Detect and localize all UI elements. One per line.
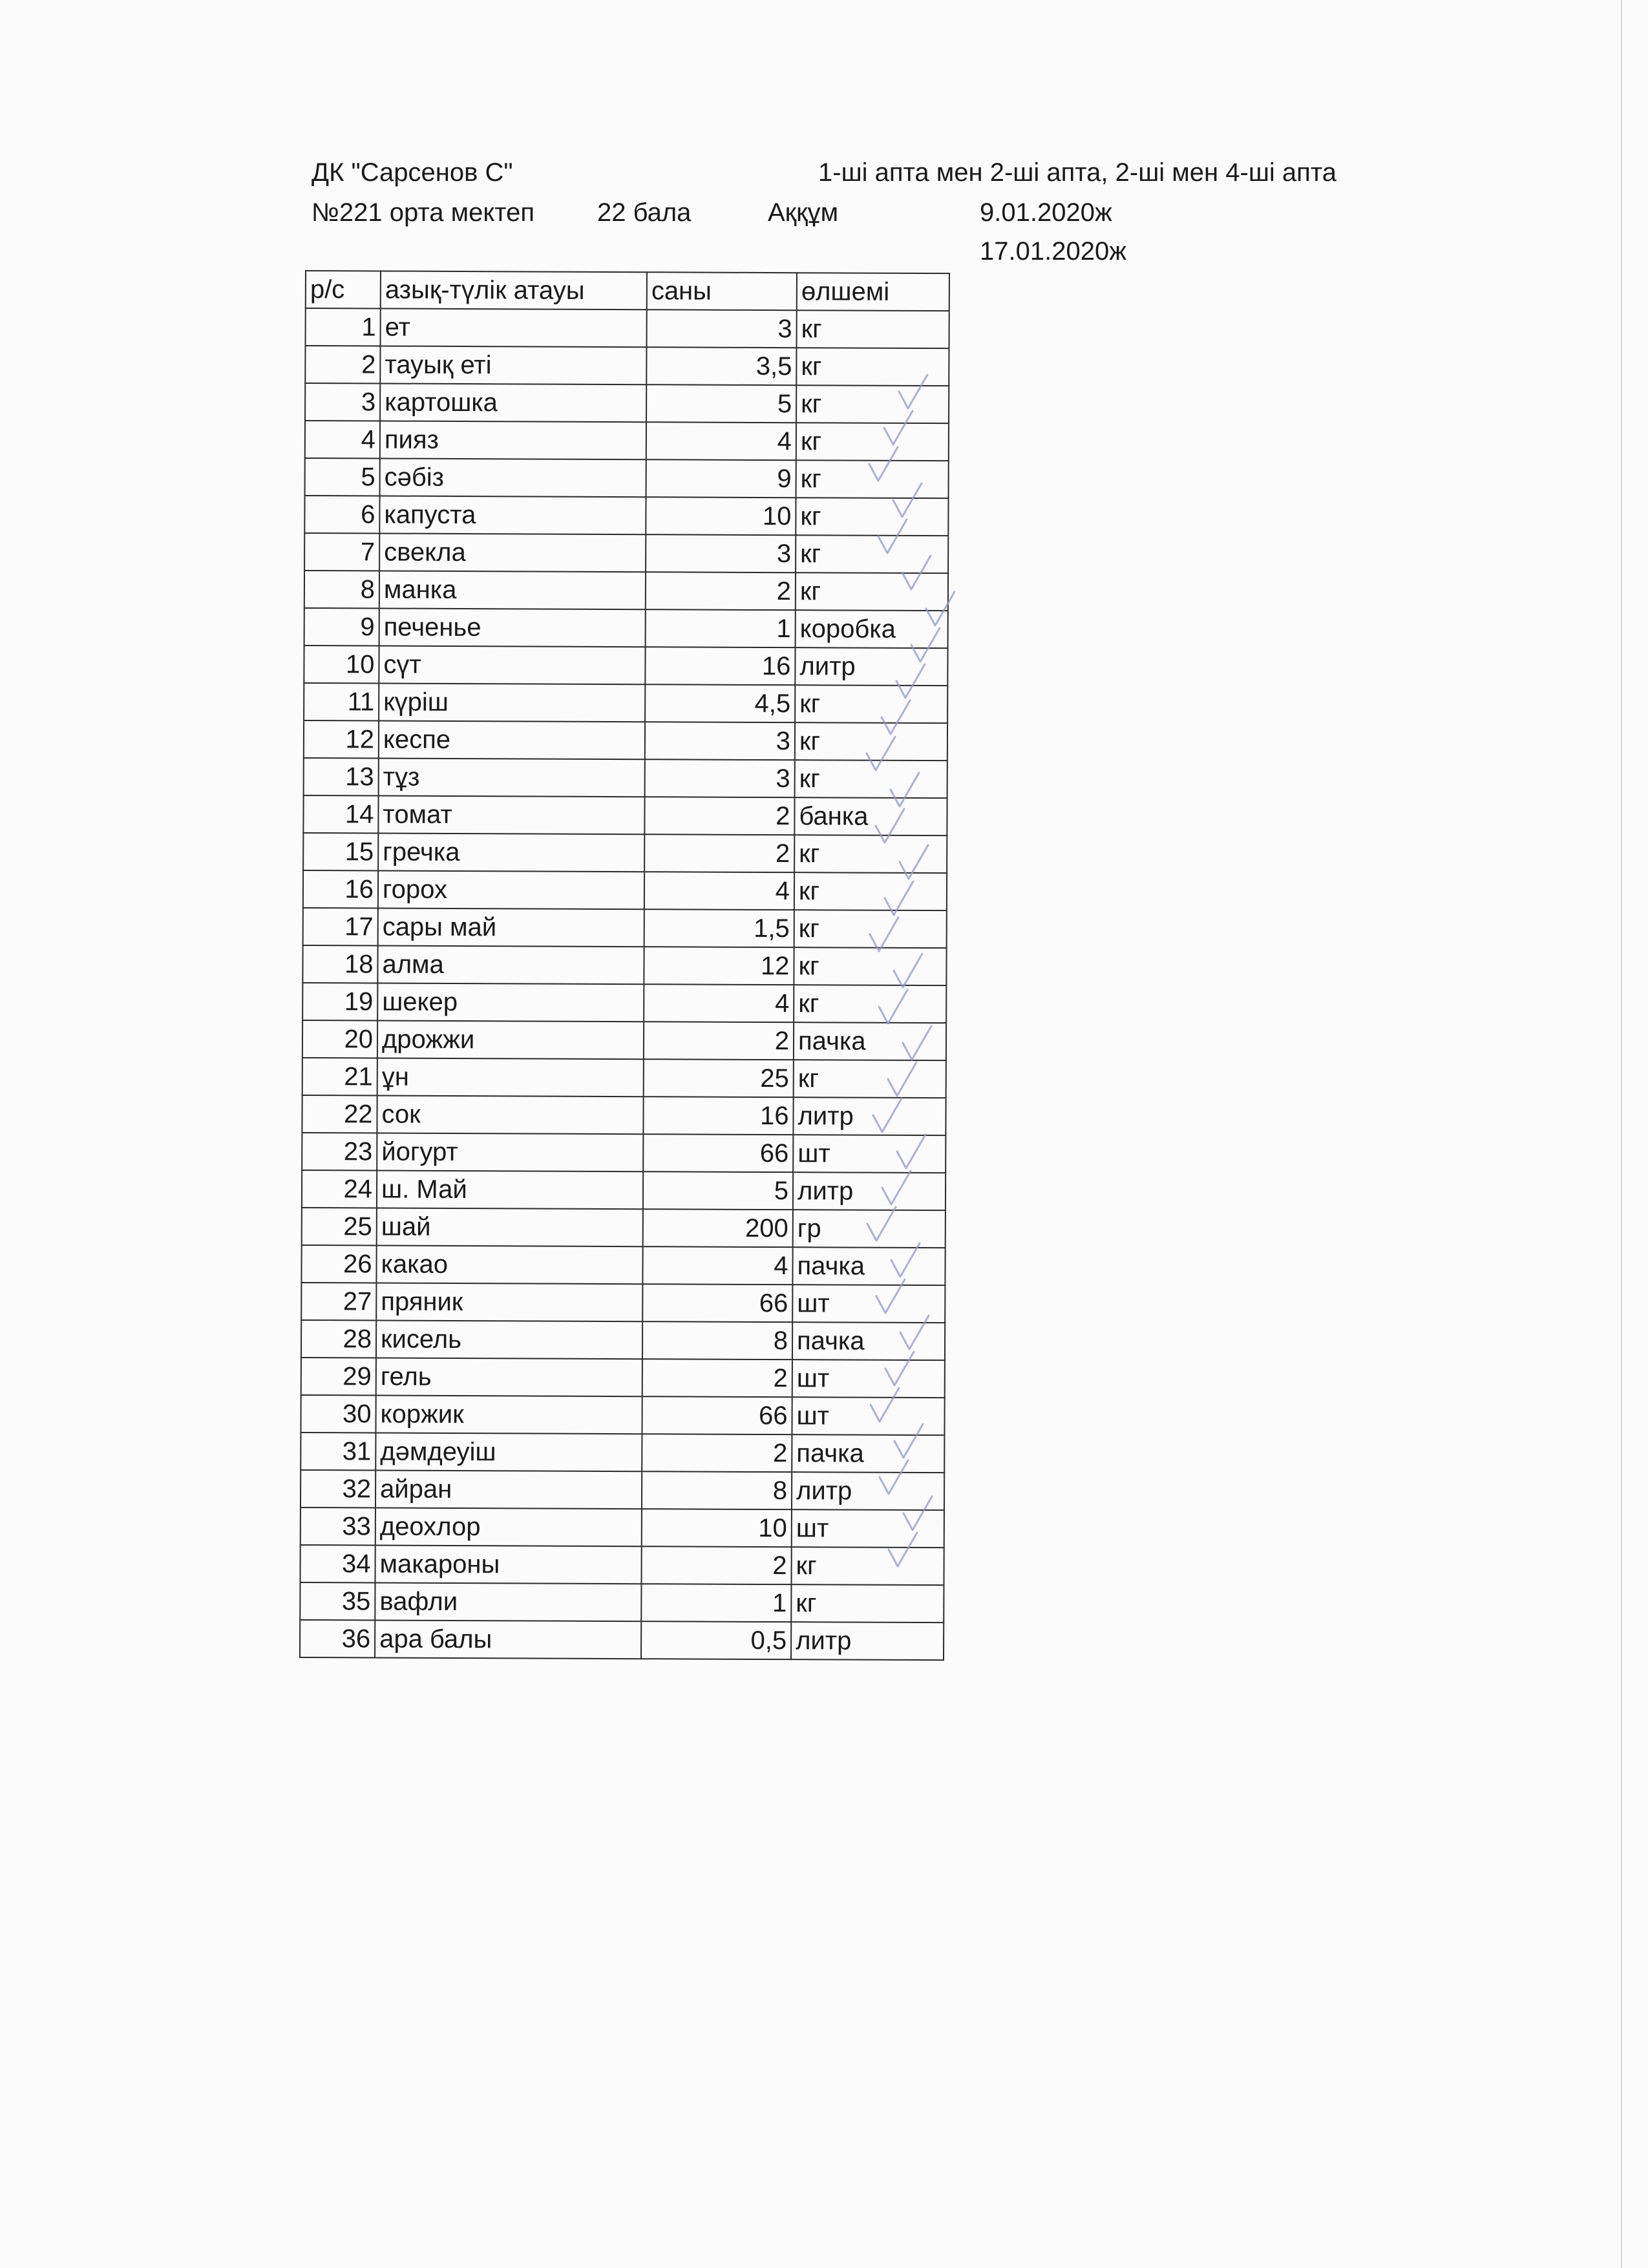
product-unit: кг [797, 310, 949, 348]
product-unit: шт [792, 1360, 945, 1398]
product-unit: кг [791, 1547, 944, 1585]
product-quantity: 2 [641, 1546, 791, 1584]
table-row [303, 870, 947, 910]
row-number: 14 [303, 795, 378, 833]
product-name: пряник [376, 1283, 642, 1321]
table-row [304, 720, 947, 761]
product-quantity: 2 [646, 572, 796, 610]
product-unit: шт [792, 1509, 944, 1548]
product-unit: литр [791, 1622, 944, 1660]
product-quantity: 2 [642, 1359, 792, 1397]
product-unit: пачка [792, 1322, 945, 1360]
row-number: 29 [301, 1358, 376, 1395]
product-name: капуста [379, 496, 646, 534]
row-number: 33 [301, 1507, 375, 1545]
product-unit: литр [793, 1172, 945, 1210]
table-row [304, 496, 948, 536]
product-name: ет [381, 308, 647, 347]
table-row [302, 983, 946, 1023]
table-row [302, 1020, 946, 1060]
product-quantity: 4 [644, 872, 794, 910]
row-number: 31 [301, 1433, 375, 1470]
product-name: томат [378, 795, 644, 834]
row-number: 28 [301, 1320, 376, 1358]
table-row [304, 646, 947, 686]
product-name: йогурт [377, 1133, 643, 1171]
product-name: шай [377, 1208, 643, 1246]
table-row [304, 758, 947, 798]
product-name: картошка [380, 383, 646, 422]
table-row [301, 1395, 944, 1435]
product-unit: пачка [794, 1022, 946, 1060]
row-number: 19 [302, 983, 377, 1020]
product-name: горох [378, 870, 644, 909]
product-quantity: 3 [645, 722, 795, 760]
row-number: 22 [302, 1095, 377, 1133]
location-name: Аққұм [768, 198, 839, 227]
product-unit: литр [793, 1097, 945, 1135]
table-row [305, 346, 949, 386]
table-row [301, 1470, 944, 1510]
product-name: печенье [379, 608, 646, 647]
row-number: 20 [302, 1020, 377, 1058]
product-quantity: 3 [646, 534, 796, 572]
product-quantity: 4,5 [645, 684, 795, 722]
product-unit: коробка [796, 610, 948, 648]
table-row [305, 383, 949, 423]
table-row [304, 683, 947, 723]
weeks-label: 1-ші апта мен 2-ші апта, 2-ші мен 4-ші апта [818, 158, 1336, 187]
table-row [304, 571, 948, 611]
table-row [302, 1133, 945, 1173]
product-unit: кг [795, 722, 947, 761]
product-quantity: 3 [645, 759, 795, 797]
product-unit: кг [794, 872, 947, 910]
product-name: алма [377, 945, 644, 984]
row-number: 36 [300, 1620, 375, 1657]
table-row [301, 1507, 944, 1548]
row-number: 6 [304, 496, 379, 533]
product-unit: кг [791, 1584, 944, 1622]
product-name: күріш [379, 683, 645, 722]
product-name: деохлор [375, 1507, 642, 1546]
table-row [305, 458, 949, 498]
product-name: манка [379, 571, 646, 609]
row-number: 5 [305, 458, 380, 496]
column-header-name: азық-түлік атауы [381, 271, 647, 310]
table-row [301, 1283, 945, 1323]
table-header-row [306, 271, 949, 311]
product-quantity: 2 [644, 834, 794, 872]
product-name: сүт [379, 646, 645, 684]
row-number: 32 [301, 1470, 375, 1507]
date-to: 17.01.2020ж [980, 237, 1126, 266]
children-count: 22 бала [597, 198, 692, 227]
product-quantity: 200 [643, 1209, 793, 1247]
product-quantity: 8 [642, 1471, 792, 1509]
product-quantity: 10 [646, 497, 796, 535]
row-number: 23 [302, 1133, 377, 1170]
product-unit: кг [794, 985, 946, 1023]
product-quantity: 4 [644, 984, 794, 1022]
table-row [301, 1433, 944, 1473]
table-row [302, 1058, 946, 1098]
product-quantity: 5 [646, 384, 796, 423]
row-number: 34 [300, 1545, 375, 1582]
table-row [306, 308, 949, 348]
product-quantity: 1 [646, 609, 796, 647]
product-quantity: 25 [644, 1059, 794, 1097]
column-header-number: р/с [306, 271, 381, 308]
row-number: 24 [302, 1170, 377, 1208]
product-unit: кг [794, 835, 947, 873]
product-quantity: 9 [646, 459, 796, 498]
company-name: ДК "Сарсенов С" [312, 158, 513, 187]
product-quantity: 3,5 [646, 347, 796, 385]
product-name: тұз [379, 758, 645, 797]
product-unit: кг [796, 535, 948, 573]
table-row [302, 1170, 945, 1210]
row-number: 4 [305, 421, 380, 458]
row-number: 13 [304, 758, 379, 795]
table-row [303, 795, 947, 835]
table-row [304, 608, 948, 648]
product-quantity: 1 [641, 1584, 791, 1622]
row-number: 17 [303, 908, 378, 945]
row-number: 26 [301, 1245, 376, 1283]
row-number: 8 [304, 571, 379, 608]
product-name: кеспе [379, 720, 645, 759]
product-unit: кг [796, 385, 949, 423]
product-name: ұн [377, 1058, 644, 1097]
product-quantity: 66 [642, 1284, 792, 1322]
product-name: ш. Май [377, 1170, 643, 1209]
product-unit: шт [792, 1285, 945, 1323]
table-row [301, 1245, 945, 1285]
table-row [300, 1620, 944, 1660]
product-unit: кг [796, 460, 949, 498]
product-name: вафли [375, 1582, 641, 1621]
table-row [301, 1320, 945, 1360]
product-name: какао [376, 1245, 642, 1284]
product-name: ара балы [375, 1620, 641, 1659]
product-quantity: 4 [646, 422, 796, 460]
row-number: 27 [301, 1283, 376, 1320]
row-number: 18 [302, 945, 377, 983]
product-name: сәбіз [380, 458, 646, 497]
product-unit: кг [796, 348, 949, 386]
product-name: айран [375, 1470, 642, 1509]
table-row [300, 1582, 944, 1622]
product-unit: литр [792, 1472, 944, 1510]
row-number: 30 [301, 1395, 375, 1433]
product-quantity: 5 [643, 1171, 793, 1210]
product-name: гель [376, 1358, 642, 1396]
product-name: коржик [375, 1395, 642, 1434]
product-unit: кг [794, 910, 947, 948]
product-unit: гр [793, 1210, 945, 1248]
table-row [302, 945, 946, 985]
product-name: сок [377, 1095, 643, 1134]
product-name: дәмдеуіш [375, 1433, 642, 1471]
table-row [304, 533, 948, 573]
row-number: 15 [303, 833, 378, 870]
row-number: 35 [300, 1582, 375, 1620]
product-name: тауық еті [380, 346, 646, 384]
product-name: шекер [377, 983, 644, 1022]
product-quantity: 0,5 [641, 1621, 791, 1659]
product-unit: кг [794, 1060, 946, 1098]
product-unit: кг [795, 685, 947, 723]
product-unit: пачка [792, 1247, 945, 1285]
table-row [303, 908, 947, 948]
product-name: кисель [376, 1320, 642, 1359]
date-from: 9.01.2020ж [980, 198, 1112, 227]
table-row [303, 833, 947, 873]
product-quantity: 8 [642, 1321, 792, 1360]
product-unit: кг [796, 572, 948, 611]
table-row [301, 1358, 945, 1398]
row-number: 16 [303, 870, 378, 908]
row-number: 7 [304, 533, 379, 571]
product-quantity: 3 [647, 310, 797, 348]
row-number: 10 [304, 646, 379, 683]
product-quantity: 16 [645, 647, 795, 685]
row-number: 25 [302, 1208, 377, 1245]
product-quantity: 4 [642, 1246, 792, 1285]
row-number: 1 [306, 308, 381, 346]
product-quantity: 66 [642, 1396, 792, 1434]
products-table [299, 270, 950, 1661]
product-unit: шт [793, 1135, 945, 1173]
school-name: №221 орта мектеп [312, 198, 535, 227]
row-number: 9 [304, 608, 379, 646]
row-number: 3 [305, 383, 380, 421]
table-row [302, 1208, 945, 1248]
row-number: 2 [305, 346, 380, 383]
product-quantity: 16 [643, 1097, 793, 1135]
product-quantity: 2 [644, 1022, 794, 1060]
product-unit: банка [794, 797, 947, 835]
product-unit: кг [795, 760, 947, 798]
product-unit: кг [796, 423, 949, 461]
product-quantity: 10 [642, 1509, 792, 1547]
product-quantity: 2 [642, 1434, 792, 1472]
column-header-quantity: саны [647, 272, 797, 310]
product-name: свекла [379, 533, 646, 572]
product-name: гречка [378, 833, 644, 872]
product-quantity: 2 [644, 797, 794, 835]
product-unit: шт [792, 1397, 944, 1435]
product-name: пияз [380, 421, 646, 459]
product-name: дрожжи [377, 1020, 644, 1059]
page-edge [1621, 0, 1622, 2268]
column-header-unit: өлшемі [797, 273, 949, 311]
table-row [300, 1545, 944, 1585]
row-number: 12 [304, 720, 379, 758]
product-name: сары май [378, 908, 644, 947]
product-quantity: 66 [643, 1134, 793, 1172]
product-unit: литр [795, 647, 947, 686]
row-number: 21 [302, 1058, 377, 1095]
product-unit: пачка [792, 1434, 944, 1473]
product-unit: кг [796, 498, 948, 536]
row-number: 11 [304, 683, 379, 720]
product-name: макароны [375, 1545, 641, 1584]
product-quantity: 12 [644, 947, 794, 985]
table-row [305, 421, 949, 461]
table-row [302, 1095, 945, 1135]
product-quantity: 1,5 [644, 909, 794, 947]
product-unit: кг [794, 947, 946, 985]
